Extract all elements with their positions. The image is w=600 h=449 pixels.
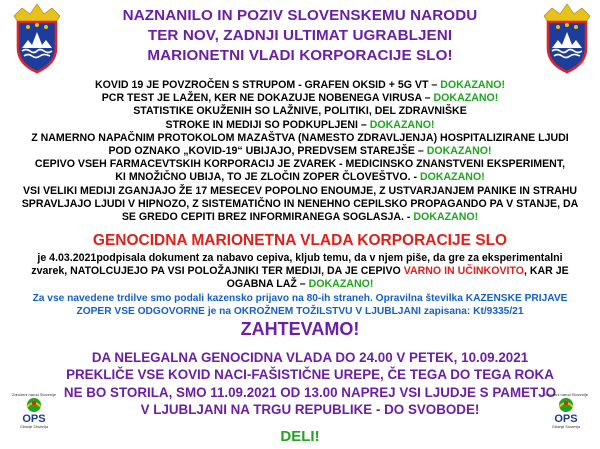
claim-text: Z NAMERNO NAPAČNIM PROTOKOLOM MAZAŠTVA (NAMESTO ZDRAVLJENJA) HOSPITALIZIRANE LJUDI POD OZNAKO „KOVID-19“ UBIJAJO, PREDVSEM STAREJŠE –	[31, 131, 569, 158]
document-text: , KAR JE OGABNA LAŽ –	[226, 265, 569, 291]
proven-tag: DOKAZANO!	[308, 278, 374, 291]
title-line: MARIONETNI VLADI KORPORACIJE SLO!	[147, 47, 453, 64]
claim-item	[0, 158, 600, 184]
claim-item	[0, 79, 600, 92]
claims-list	[0, 79, 600, 224]
proven-tag: DOKAZANO!	[369, 118, 435, 131]
logo-bottom-text: Gibanje Slovenija	[20, 425, 48, 429]
claim-item	[0, 132, 600, 158]
proven-tag: DOKAZANO!	[433, 92, 499, 105]
logo-top-text: Združeni narod Slovenije	[543, 392, 589, 397]
ops-mark-icon	[555, 397, 577, 413]
logo-acronym: OPS	[22, 413, 46, 425]
title-line: TER NOV, ZADNJI ULTIMAT UGRABLJENI	[147, 27, 453, 44]
proven-tag: DOKAZANO!	[419, 171, 485, 184]
document-text: je 4.03.2021podpisala dokument za nabavo cepiva, kljub temu, da v njem piše, da gre za eksperimentalni zvarek, NATOLCUJEJO PA VSI POLOŽAJNIKI TER MEDIJI, DA JE CEPIVO	[31, 252, 563, 278]
ops-mark-icon	[23, 397, 45, 413]
share-call: DELI!	[280, 428, 320, 445]
demand-line: PREKLIČE VSE KOVID NACI-FAŠISTIČNE UREPE, ČE TEGA DO TEGA ROKA	[66, 367, 554, 383]
criminal-complaint-notice: Za vse navedene trdilve smo podali kazensko prijavo na 80-ih straneh. Opravilna številka KAZENSKE PRIJAVE ZOPER VSE ODGOVORNE je na OKROŽNEM TOŽILSTVU V LJUBLJANI zapisana: Kt/9335/21	[32, 293, 568, 317]
demand-line: DA NELEGALNA GENOCIDNA VLADA DO 24.00 V PETEK, 10.09.2021	[91, 350, 529, 365]
logo-bottom-text: Gibanje Slovenija	[552, 425, 580, 429]
government-subtitle: GENOCIDNA MARIONETNA VLADA KORPORACIJE SLO	[92, 232, 508, 249]
demand-line: NE BO STORILA, SMO 11.09.2021 OD 13.00 NAPREJ VSI LJUDJE S PAMETJO	[63, 384, 557, 400]
slovenian-coat-of-arms-right	[538, 2, 596, 74]
announcement-title	[70, 6, 530, 66]
claim-item	[0, 185, 600, 225]
proven-tag: DOKAZANO!	[440, 79, 505, 91]
document-paragraph	[0, 252, 600, 292]
safe-effective-text: VARNO IN UČINKOVITO	[403, 265, 524, 278]
slovenian-coat-of-arms-left	[8, 2, 66, 74]
claim-text: KOVID 19 JE POVZROČEN S STRUPOM - GRAFEN OKSID + 5G VT –	[95, 79, 441, 91]
demand-text	[40, 349, 580, 419]
proven-tag: DOKAZANO!	[413, 211, 479, 224]
claim-item	[0, 92, 600, 105]
logo-top-text: Združeni narod Slovenije	[11, 392, 57, 397]
claim-text: PCR TEST JE LAŽEN, KER NE DOKAZUJE NOBENEGA VIRUSA –	[101, 92, 434, 105]
proven-tag: DOKAZANO!	[426, 145, 492, 158]
claim-text: VSI VELIKI MEDIJI ZGANJAJO ŽE 17 MESECEV POPOLNO ENOUMJE, Z USTVARJANJEM PANIKE IN STRAHU SPRAVLJAJO LJUDI V HIPNOZO, Z SISTEMATIČNO IN NENEHNO CEPILSKO PROPAGANDO PA V STANJE, DA SE GREDO CEPITI BREZ INFORMIRANEGA SOGLASJA. -	[21, 184, 579, 224]
title-line: NAZNANILO IN POZIV SLOVENSKEMU NARODU	[122, 7, 478, 24]
logo-acronym: OPS	[554, 413, 578, 425]
claim-text: STATISTIKE OKUŽENIH SO LAŽNIVE, POLITIKI, DEL ZDRAVNIŠKE STROKE IN MEDIJI SO PODKUPLJENI –	[133, 105, 467, 131]
claim-item	[0, 105, 600, 131]
demand-heading: ZAHTEVAMO!	[240, 319, 360, 339]
claim-text: CEPIVO VSEH FARMACEVTSKIH KORPORACIJ JE ZVAREK - MEDICINSKO ZNANSTVENI EKSPERIMENT, KI MNOŽIČNO UBIJA, TO JE ZLOČIN ZOPER ČLOVEŠTVO. -	[34, 158, 566, 184]
demand-line: V LJUBLJANI NA TRGU REPUBLIKE - DO SVOBODE!	[140, 402, 480, 418]
